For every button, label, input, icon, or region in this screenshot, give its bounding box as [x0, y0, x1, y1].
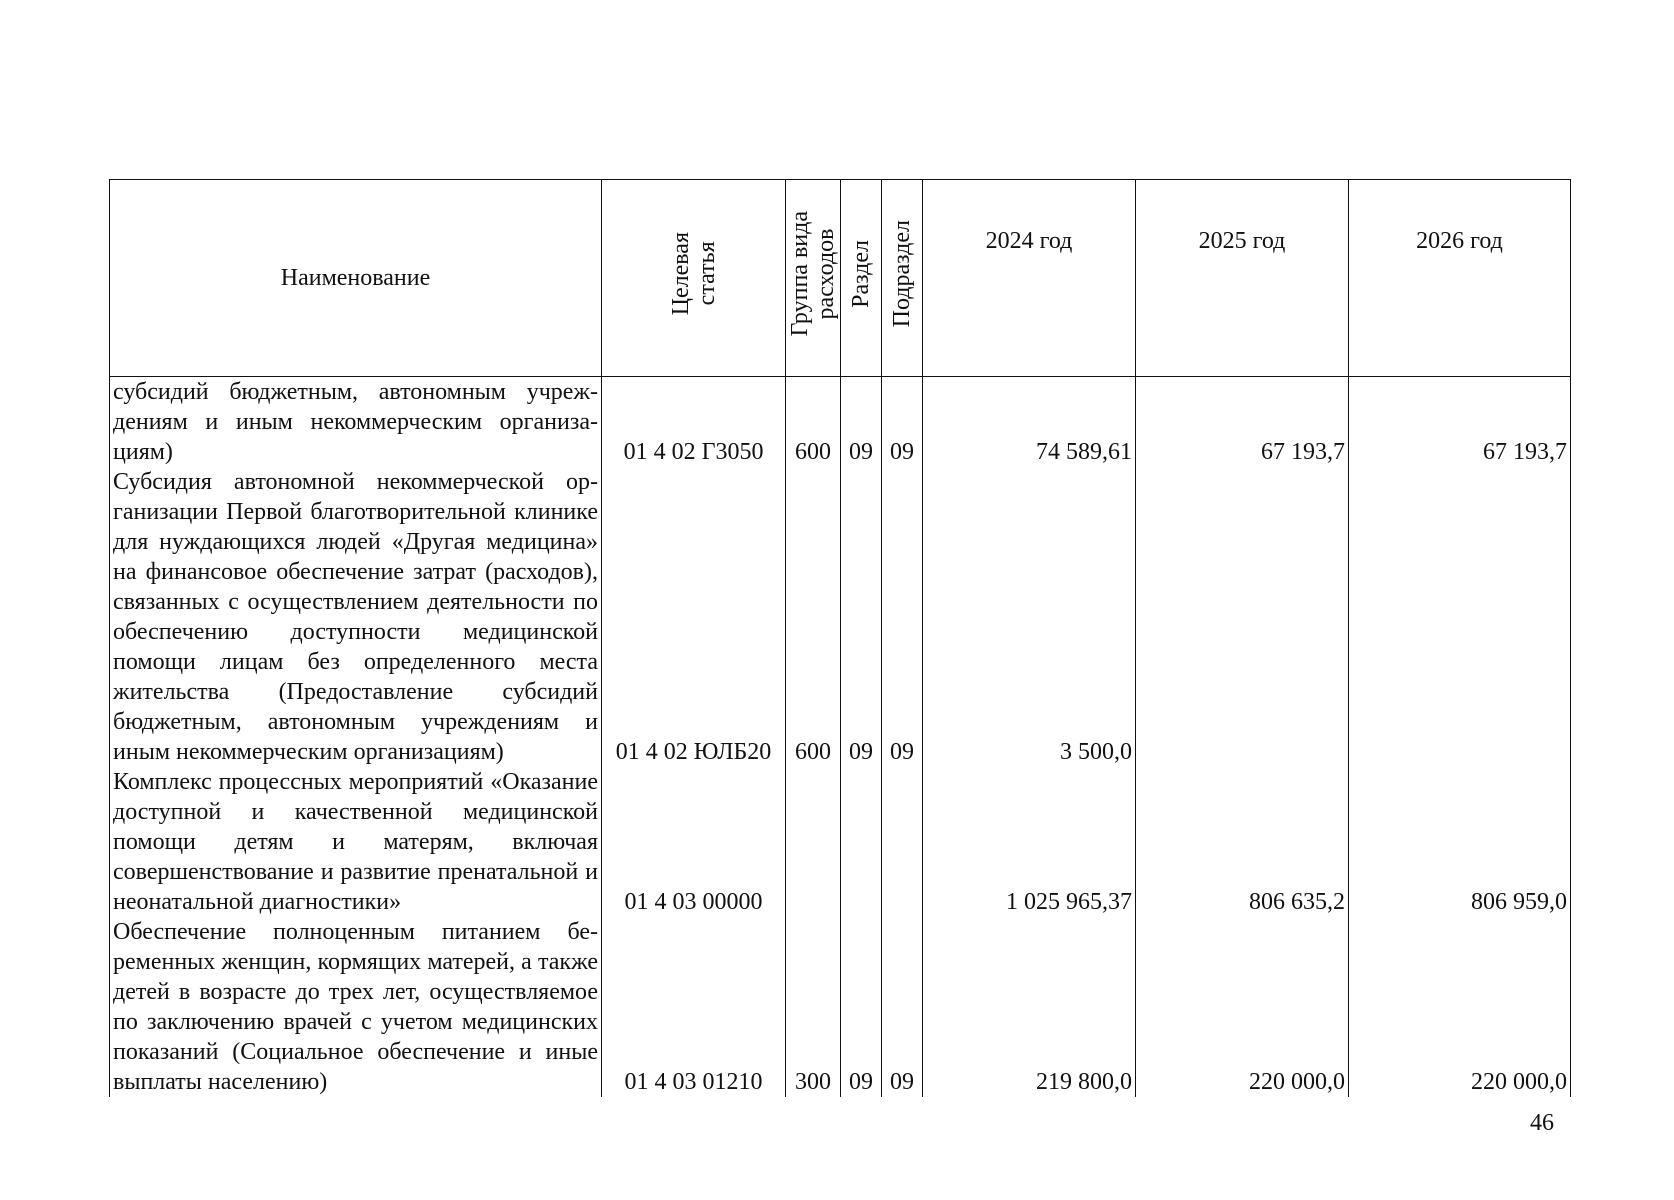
- header-target-article: Целевая статья: [602, 180, 786, 377]
- row-name: Обеспечение полноценным питанием беременных женщин, кормящих матерей, а также детей в возрасте до трех лет, осуществляемое по заключению врачей с учетом медицинских показаний (Социальное обеспечение и иные выплаты населению): [110, 917, 602, 1097]
- row-amount-2024: 3 500,0: [923, 467, 1136, 767]
- header-year-2025: 2025 год: [1136, 180, 1349, 377]
- header-year-2026: 2026 год: [1349, 180, 1571, 377]
- row-amount-2026: 67 193,7: [1349, 377, 1571, 468]
- row-amount-2024: 74 589,61: [923, 377, 1136, 468]
- row-amount-2025: 67 193,7: [1136, 377, 1349, 468]
- row-amount-2025: [1136, 467, 1349, 767]
- row-amount-2025: 220 000,0: [1136, 917, 1349, 1097]
- header-expense-group: Группа вида расходов: [786, 180, 841, 377]
- row-subsection: 09: [882, 917, 923, 1097]
- table-header-row: [110, 180, 1571, 377]
- header-name: Наименование: [110, 180, 602, 377]
- row-amount-2026: [1349, 467, 1571, 767]
- budget-table: [109, 179, 1571, 1097]
- table-row: [110, 767, 1571, 917]
- row-target-article: 01 4 03 01210: [602, 917, 786, 1097]
- row-target-article: 01 4 03 00000: [602, 767, 786, 917]
- header-subsection: Подраздел: [882, 180, 923, 377]
- table-row: [110, 467, 1571, 767]
- page-number: 46: [1530, 1110, 1554, 1136]
- row-amount-2024: 1 025 965,37: [923, 767, 1136, 917]
- row-expense-group: [786, 767, 841, 917]
- table-row: [110, 917, 1571, 1097]
- row-amount-2026: 806 959,0: [1349, 767, 1571, 917]
- row-expense-group: 600: [786, 377, 841, 468]
- row-name: Комплекс процессных мероприятий «Оказание доступной и качественной медицинской помощи детям и матерям, включая совершенствование и развитие пренатальной и неонатальной диагностики»: [110, 767, 602, 917]
- row-name: субсидий бюджетным, автономным учреждениям и иным некоммерческим организациям): [110, 377, 602, 468]
- row-section: 09: [841, 917, 882, 1097]
- row-subsection: [882, 767, 923, 917]
- row-name: Субсидия автономной некоммерческой организации Первой благотворительной клинике для нуждающихся людей «Другая медицина» на финансовое обеспечение затрат (расходов), связанных с осуществлением деятельности по обеспечению доступности медицинской помощи лицам без определенного места жительства (Предоставление субсидий бюджетным, автономным учреждениям и иным некоммерческим организациям): [110, 467, 602, 767]
- row-section: 09: [841, 377, 882, 468]
- row-amount-2026: 220 000,0: [1349, 917, 1571, 1097]
- header-section: Раздел: [841, 180, 882, 377]
- row-expense-group: 600: [786, 467, 841, 767]
- row-target-article: 01 4 02 Г3050: [602, 377, 786, 468]
- row-expense-group: 300: [786, 917, 841, 1097]
- row-subsection: 09: [882, 377, 923, 468]
- row-target-article: 01 4 02 ЮЛБ20: [602, 467, 786, 767]
- row-amount-2025: 806 635,2: [1136, 767, 1349, 917]
- table-row: [110, 377, 1571, 468]
- row-section: [841, 767, 882, 917]
- row-section: 09: [841, 467, 882, 767]
- row-amount-2024: 219 800,0: [923, 917, 1136, 1097]
- header-year-2024: 2024 год: [923, 180, 1136, 377]
- row-subsection: 09: [882, 467, 923, 767]
